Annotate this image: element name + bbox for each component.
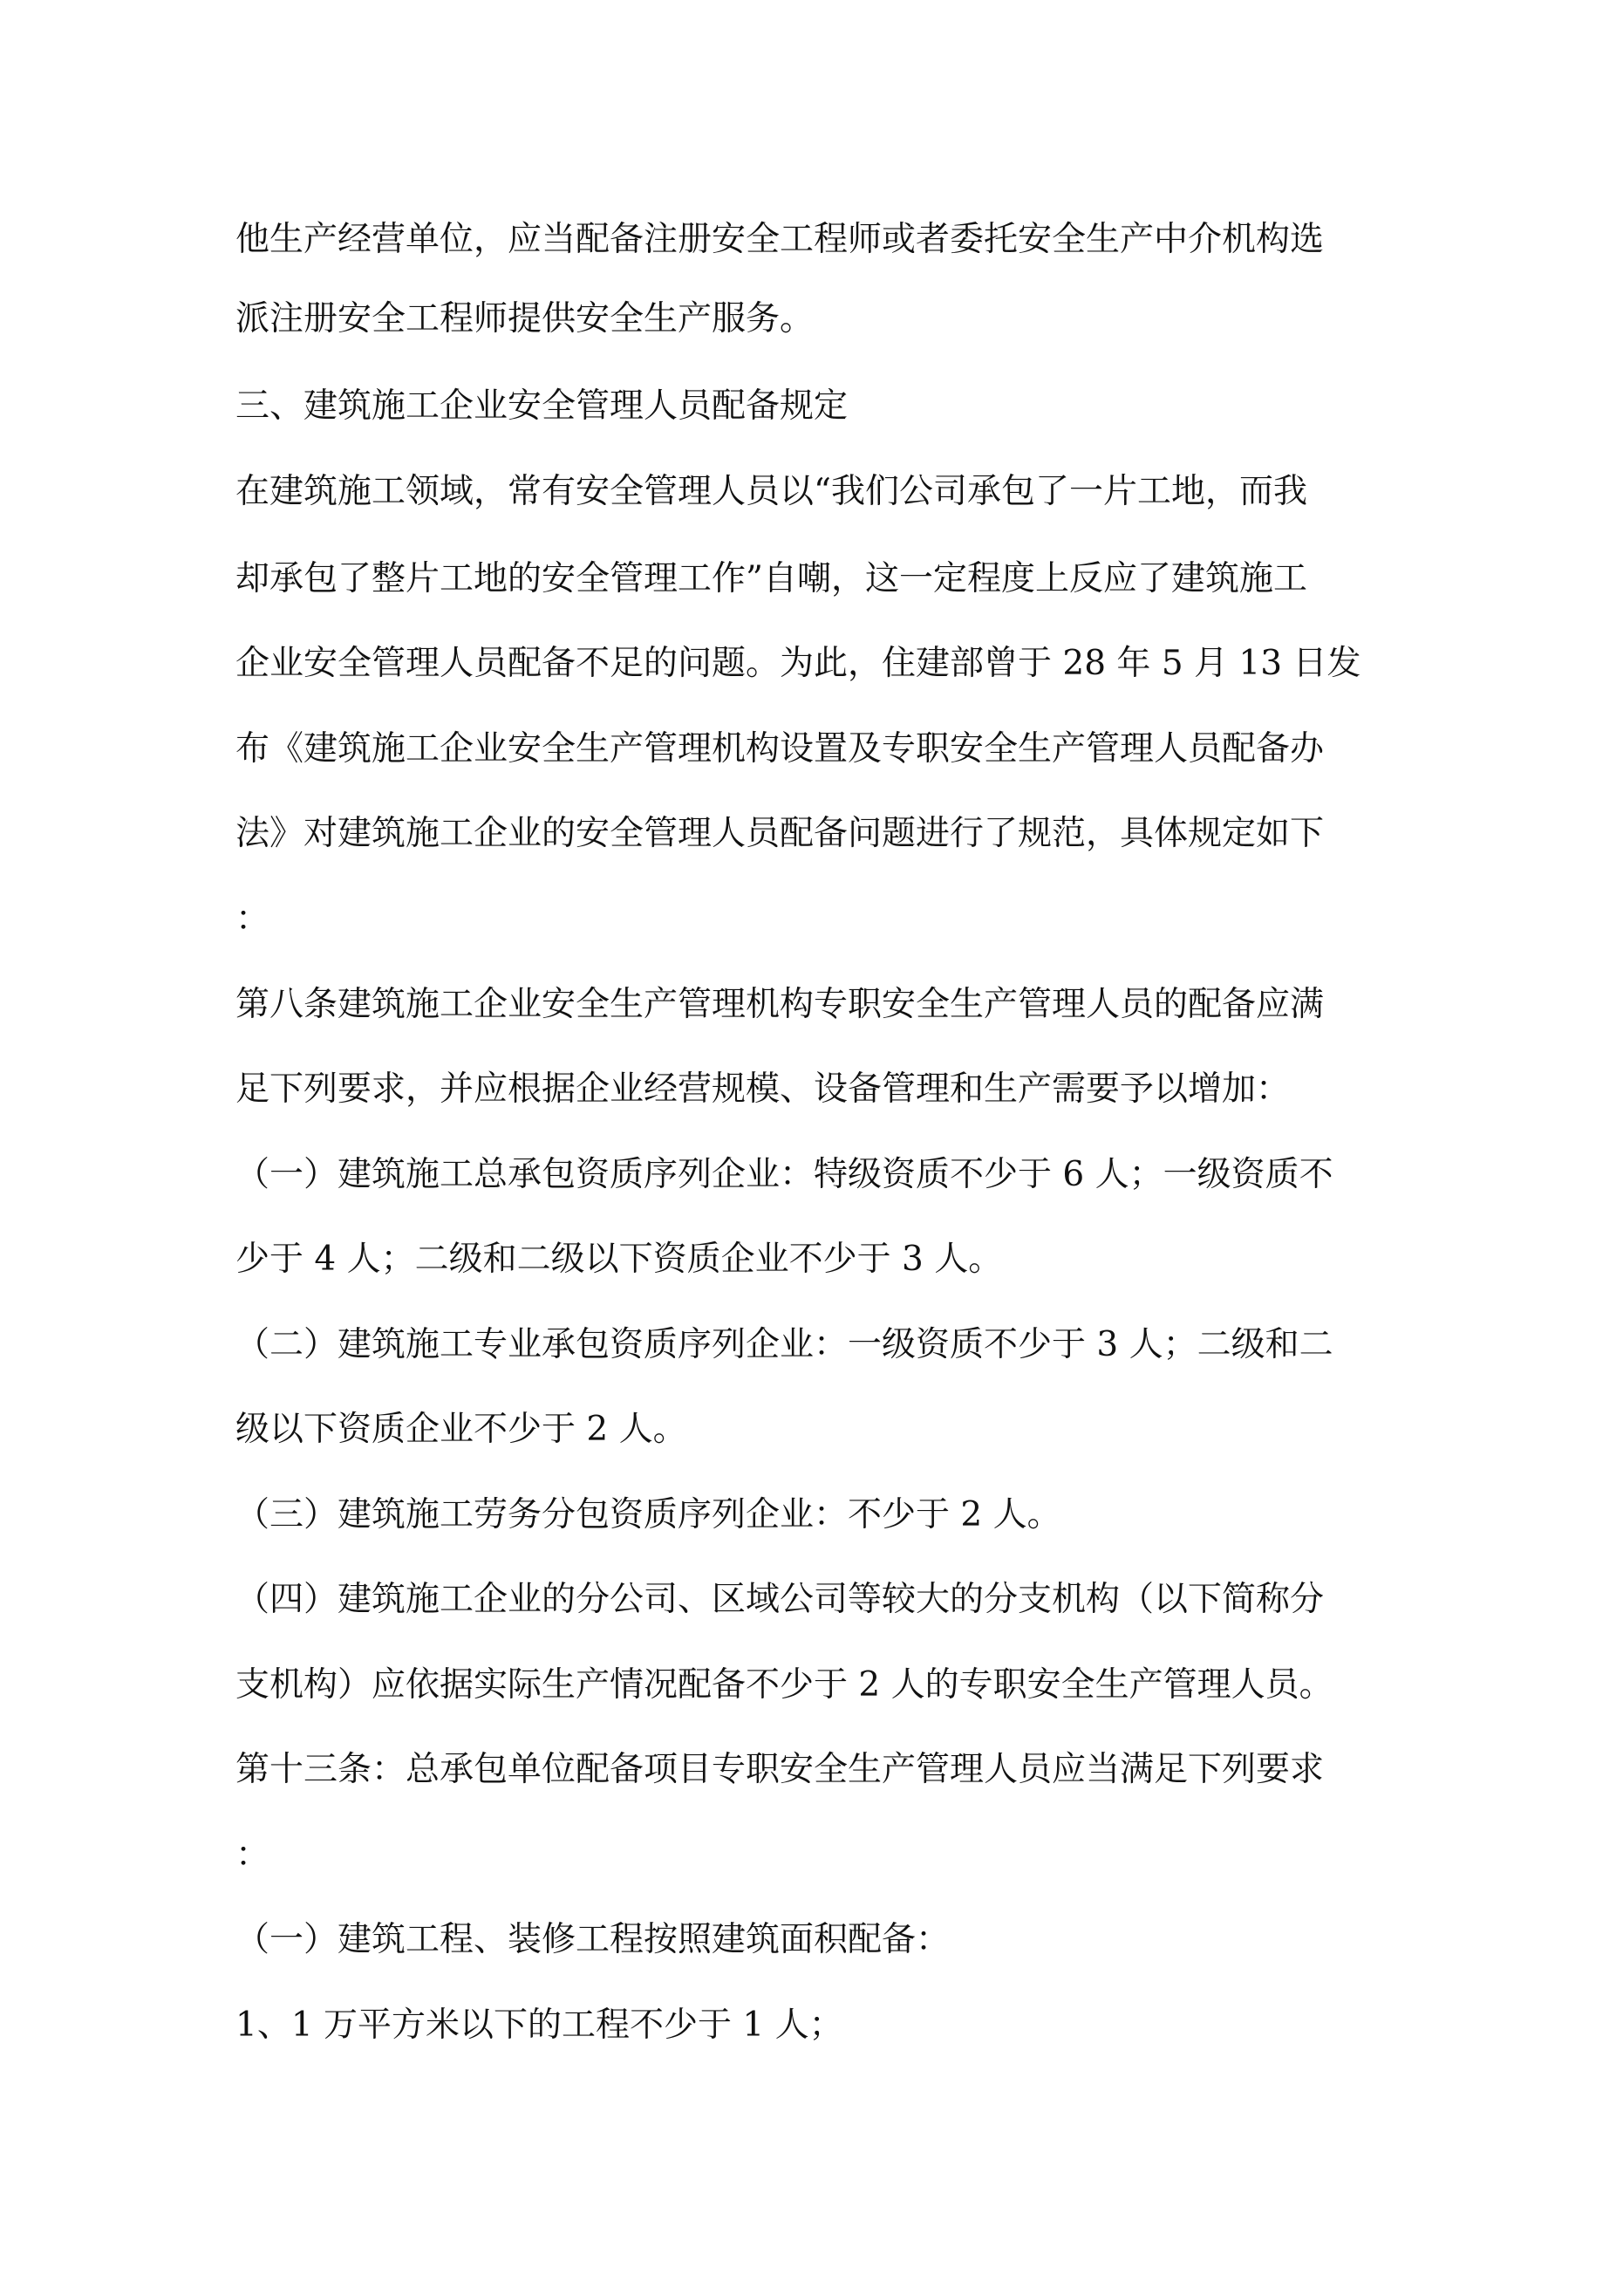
text-line-15: 级以下资质企业不少于 2 人。 [235,1410,687,1449]
text-line-10: 第八条建筑施工企业安全生产管理机构专职安全生产管理人员的配备应满 [235,985,1325,1024]
text-line-18: 支机构）应依据实际生产情况配备不少于 2 人的专职安全生产管理人员。 [235,1665,1333,1705]
text-line-20: ： [235,1835,270,1875]
text-line-2: 派注册安全工程师提供安全生产服务。 [235,299,815,338]
text-line-8: 法》对建筑施工企业的安全管理人员配备问题进行了规范，具体规定如下 [235,814,1325,853]
section-heading: 三、建筑施工企业安全管理人员配备规定 [235,386,849,426]
text-line-13: 少于 4 人；二级和二级以下资质企业不少于 3 人。 [235,1240,1003,1279]
text-line-4: 在建筑施工领域，常有安全管理人员以“我们公司承包了一片工地，而我 [235,472,1307,511]
text-line-19: 第十三条：总承包单位配备项目专职安全生产管理人员应当满足下列要求 [235,1750,1325,1789]
text-line-11: 足下列要求，并应根据企业经营规模、设备管理和生产需要予以增加： [235,1069,1291,1109]
text-line-22: 1、1 万平方米以下的工程不少于 1 人； [235,2006,843,2045]
text-line-17: （四）建筑施工企业的分公司、区域公司等较大的分支机构（以下简称分 [235,1580,1325,1619]
text-line-9: ： [235,899,270,939]
text-line-6: 企业安全管理人员配备不足的问题。为此，住建部曾于 28 年 5 月 13 日发 [235,644,1361,683]
text-line-5: 却承包了整片工地的安全管理工作”自嘲，这一定程度上反应了建筑施工 [235,559,1307,598]
text-line-14: （二）建筑施工专业承包资质序列企业：一级资质不少于 3 人；二级和二 [235,1325,1333,1364]
text-line-1: 他生产经营单位，应当配备注册安全工程师或者委托安全生产中介机构选 [235,220,1325,259]
text-line-21: （一）建筑工程、装修工程按照建筑面积配备： [235,1920,951,1959]
text-line-16: （三）建筑施工劳务分包资质序列企业：不少于 2 人。 [235,1495,1061,1534]
text-line-7: 布《建筑施工企业安全生产管理机构设置及专职安全生产管理人员配备办 [235,729,1325,769]
text-line-12: （一）建筑施工总承包资质序列企业：特级资质不少于 6 人；一级资质不 [235,1155,1333,1194]
